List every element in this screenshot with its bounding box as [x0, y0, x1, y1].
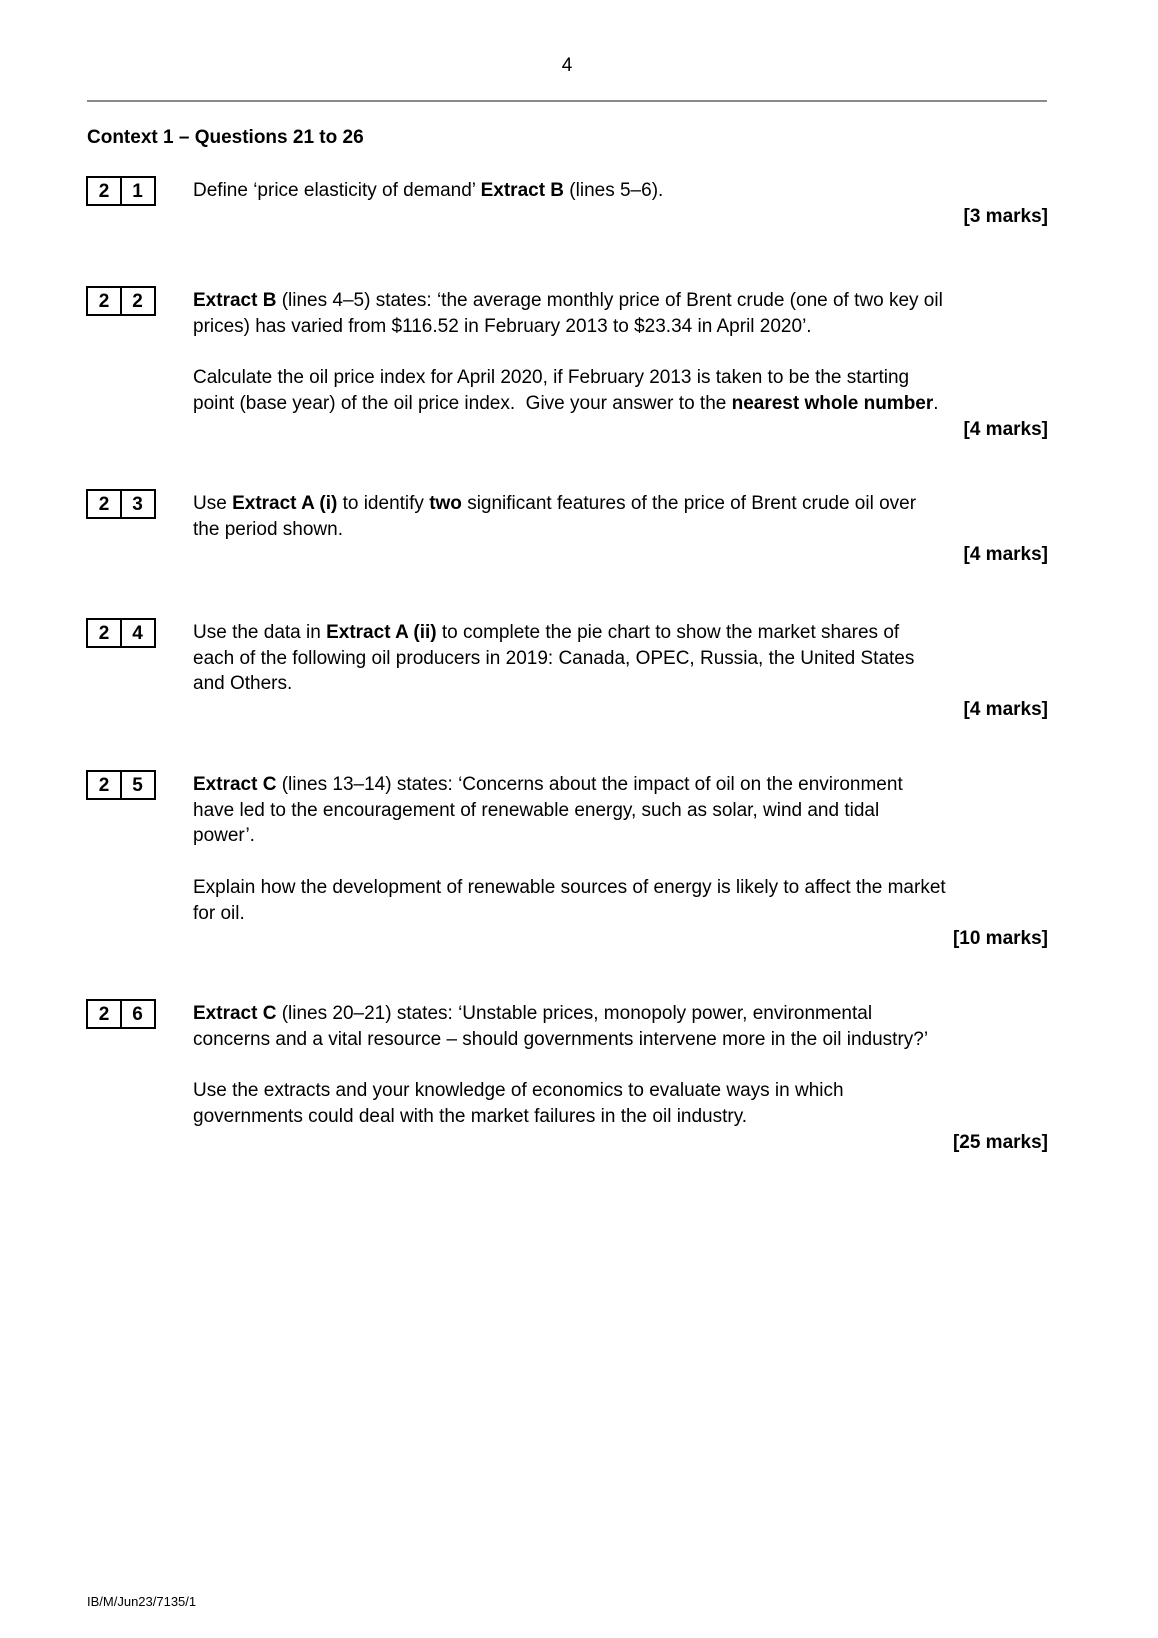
- text-segment: prices) has varied from $116.52 in February 2013 to $23.34 in April 2020’.: [193, 315, 812, 337]
- question-22: [86, 286, 1048, 442]
- question-25: [86, 770, 1048, 952]
- text-line: [193, 1104, 1048, 1130]
- text-line: [193, 901, 1048, 927]
- text-line: [193, 178, 1048, 204]
- text-segment: nearest whole number: [731, 392, 934, 414]
- text-line: [193, 875, 1048, 901]
- text-segment: Define ‘price elasticity of demand’: [193, 180, 481, 201]
- text-segment: significant features of the price of Brent crude oil over: [461, 493, 917, 514]
- header-divider: [87, 100, 1047, 102]
- question-body: [193, 770, 1048, 952]
- question-body: [193, 286, 1048, 442]
- question-paragraph: [193, 365, 1048, 416]
- marks-label: [4 marks]: [963, 418, 1048, 440]
- marks-label: [3 marks]: [963, 205, 1048, 227]
- question-paragraph: [193, 491, 1048, 542]
- question-number-box: [86, 286, 156, 316]
- marks-label: [4 marks]: [963, 544, 1048, 566]
- question-digit: 1: [120, 176, 156, 206]
- marks-label: [25 marks]: [952, 1131, 1048, 1153]
- question-number-box: [86, 618, 156, 648]
- text-segment: Extract A (ii): [326, 622, 437, 643]
- text-segment: Extract A (i): [232, 493, 338, 514]
- question-paragraph: [193, 875, 1048, 926]
- question-digit: 2: [86, 999, 122, 1029]
- text-line: [193, 823, 1048, 849]
- text-segment: (lines 20–21) states: ‘Unstable prices, monopoly power, environmental: [276, 1003, 873, 1024]
- text-segment: to identify: [337, 493, 430, 514]
- question-digit: 6: [120, 999, 156, 1029]
- text-line: [193, 1027, 1048, 1053]
- text-segment: Use the extracts and your knowledge of economics to evaluate ways in which: [193, 1080, 844, 1102]
- text-line: [193, 620, 1048, 646]
- text-segment: governments could deal with the market failures in the oil industry.: [193, 1105, 748, 1127]
- question-body: [193, 999, 1048, 1155]
- text-line: [193, 365, 1048, 391]
- question-body: [193, 176, 1048, 229]
- text-line: [193, 1078, 1048, 1104]
- question-paragraph: [193, 1078, 1048, 1129]
- question-paragraph: [193, 772, 1048, 849]
- text-segment: Calculate the oil price index for April 2020, if February 2013 is taken to be the starting: [193, 367, 910, 389]
- text-segment: (lines 13–14) states: ‘Concerns about the impact of oil on the environment: [276, 774, 903, 795]
- text-line: [193, 391, 1048, 417]
- text-segment: Extract C: [193, 1003, 277, 1024]
- footer-reference: IB/M/Jun23/7135/1: [87, 1594, 197, 1609]
- text-segment: .: [933, 392, 939, 414]
- text-segment: the period shown.: [193, 518, 343, 540]
- question-number-box: [86, 999, 156, 1029]
- page-number: 4: [561, 55, 573, 76]
- question-digit: 3: [120, 489, 156, 519]
- question-23: [86, 489, 1048, 568]
- question-body: [193, 489, 1048, 568]
- text-line: [193, 1001, 1048, 1027]
- text-segment: (lines 5–6).: [564, 180, 664, 201]
- question-digit: 5: [120, 770, 156, 800]
- question-24: [86, 618, 1048, 723]
- text-segment: concerns and a vital resource – should governments intervene more in the oil industry?’: [193, 1028, 929, 1050]
- question-paragraph: [193, 620, 1048, 697]
- text-line: [193, 288, 1048, 314]
- text-segment: Use: [193, 493, 233, 514]
- text-line: [193, 646, 1048, 672]
- question-paragraph: [193, 178, 1048, 204]
- text-line: [193, 491, 1048, 517]
- question-26: [86, 999, 1048, 1155]
- question-digit: 2: [86, 176, 122, 206]
- text-line: [193, 798, 1048, 824]
- text-segment: Use the data in: [193, 622, 327, 643]
- question-number-box: [86, 489, 156, 519]
- text-segment: Extract B: [480, 180, 565, 201]
- text-segment: (lines 4–5) states: ‘the average monthly price of Brent crude (one of two key oil: [276, 290, 943, 311]
- text-segment: Extract B: [193, 290, 277, 311]
- text-segment: have led to the encouragement of renewable energy, such as solar, wind and tidal: [193, 799, 880, 821]
- text-segment: power’.: [193, 825, 255, 847]
- text-line: [193, 772, 1048, 798]
- text-segment: each of the following oil producers in 2019: Canada, OPEC, Russia, the United States: [193, 647, 915, 669]
- question-digit: 2: [86, 286, 122, 316]
- question-digit: 2: [86, 618, 122, 648]
- question-digit: 4: [120, 618, 156, 648]
- text-segment: point (base year) of the oil price index. Give your answer to the: [193, 392, 732, 414]
- question-digit: 2: [120, 286, 156, 316]
- marks-label: [4 marks]: [963, 699, 1048, 721]
- question-number-box: [86, 770, 156, 800]
- question-21: [86, 176, 1048, 229]
- context-heading: Context 1 – Questions 21 to 26: [87, 127, 364, 148]
- text-line: [193, 671, 1048, 697]
- question-digit: 2: [86, 489, 122, 519]
- question-body: [193, 618, 1048, 723]
- marks-label: [10 marks]: [952, 928, 1048, 950]
- text-segment: Explain how the development of renewable sources of energy is likely to affect the market: [193, 876, 946, 898]
- text-segment: to complete the pie chart to show the market shares of: [436, 622, 900, 643]
- text-line: [193, 314, 1048, 340]
- question-number-box: [86, 176, 156, 206]
- text-segment: and Others.: [193, 673, 293, 695]
- question-paragraph: [193, 1001, 1048, 1052]
- question-paragraph: [193, 288, 1048, 339]
- text-line: [193, 517, 1048, 543]
- question-digit: 2: [86, 770, 122, 800]
- text-segment: two: [429, 493, 462, 514]
- text-segment: Extract C: [193, 774, 277, 795]
- text-segment: for oil.: [193, 902, 245, 924]
